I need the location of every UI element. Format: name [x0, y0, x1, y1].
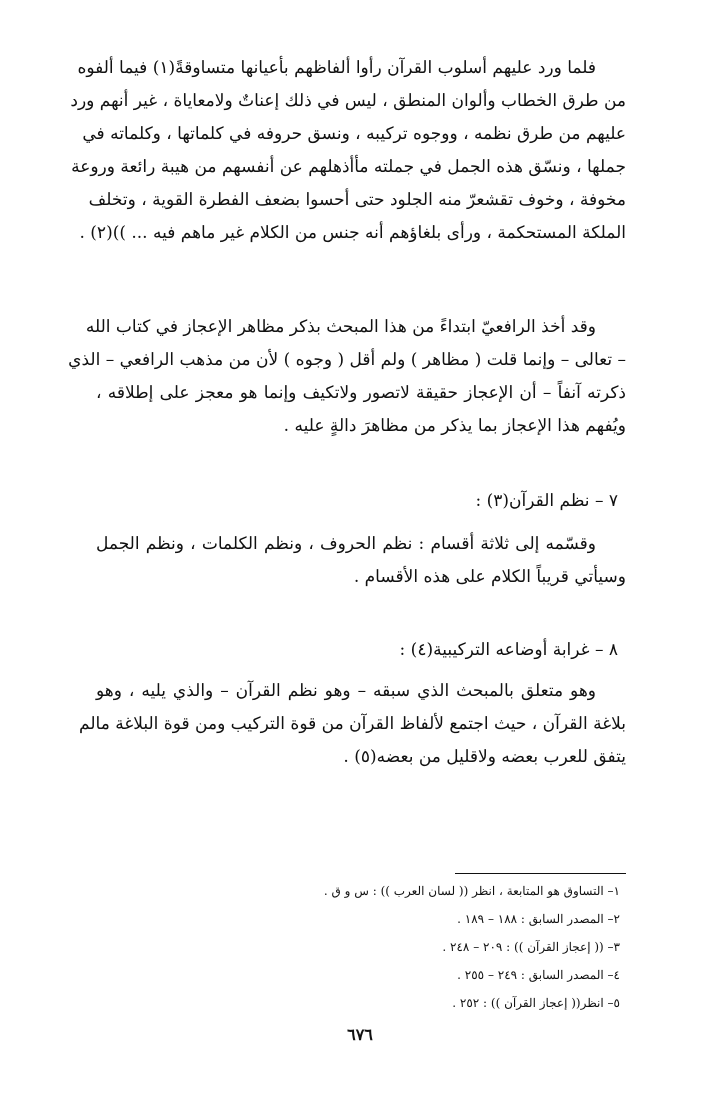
text-line: يتفق للعرب بعضه ولاقليل من بعضه(٥) . — [343, 747, 626, 767]
paragraph-3 — [96, 528, 626, 594]
section-heading-8: ٨ – غرابة أوضاعه التركيبية(٤) : — [399, 640, 618, 660]
text-line: ذكرته آنفاً – أن الإعجاز حقيقة لاتصور ولاتكيف وإنما هو معجز على إطلاقه ، — [96, 383, 626, 403]
footnote: ٤– المصدر السابق : ٢٤٩ – ٢٥٥ . — [457, 968, 620, 982]
footnote-separator — [455, 873, 626, 874]
footnotes — [200, 877, 620, 1017]
paragraph-4 — [79, 675, 626, 774]
footnote: ٥– انظر(( إعجاز القرآن )) : ٢٥٢ . — [452, 996, 620, 1010]
text-line: من طرق الخطاب وألوان المنطق ، ليس في ذلك إعناتٌ ولامعاياة ، غير أنهم ورد — [70, 91, 626, 111]
paragraph-2 — [68, 311, 626, 443]
text-line: مخوفة ، وخوف تقشعرّ منه الجلود حتى أحسوا بضعف الفطرة القوية ، وتخلف — [88, 190, 626, 210]
text-line: بلاغة القرآن ، حيث اجتمع لألفاظ القرآن من قوة التركيب ومن قوة البلاغة مالم — [79, 714, 626, 734]
text-line: وقد أخذ الرافعيّ ابتداءً من هذا المبحث بذكر مظاهر الإعجاز في كتاب الله — [85, 317, 596, 337]
section-heading-7: ٧ – نظم القرآن(٣) : — [475, 491, 618, 511]
footnote: ٢– المصدر السابق : ١٨٨ – ١٨٩ . — [457, 912, 620, 926]
text-line: فلما ورد عليهم أسلوب القرآن رأوا ألفاظهم بأعيانها متساوقةً(١) فيما ألفوه — [77, 58, 596, 78]
paragraph-1 — [70, 52, 626, 250]
text-line: ويُفهم هذا الإعجاز بما يذكر من مظاهرَ دالةٍ عليه . — [283, 416, 626, 436]
text-line: وهو متعلق بالمبحث الذي سبقه – وهو نظم القرآن – والذي يليه ، وهو — [96, 681, 596, 701]
footnote: ٣– (( إعجاز القرآن )) : ٢٠٩ – ٢٤٨ . — [442, 940, 620, 954]
text-line: جملها ، ونسّق هذه الجمل في جملته مأأذهلهم عن أنفسهم من هيبة رائعة وروعة — [71, 157, 626, 177]
page-number: ٦٧٦ — [347, 1025, 373, 1044]
text-line: وقسّمه إلى ثلاثة أقسام : نظم الحروف ، ونظم الكلمات ، ونظم الجمل — [96, 534, 596, 554]
text-line: الملكة المستحكمة ، ورأى بلغاؤهم أنه جنس من الكلام غير ماهم فيه ... ))(٢) . — [79, 223, 626, 243]
text-line: وسيأتي قريباً الكلام على هذه الأقسام . — [353, 567, 626, 587]
text-line: – تعالى – وإنما قلت ( مظاهر ) ولم أقل ( وجوه ) لأن من مذهب الرافعي – الذي — [68, 350, 626, 370]
text-line: عليهم من طرق نظمه ، ووجوه تركيبه ، ونسق حروفه في كلماتها ، وكلماته في — [82, 124, 626, 144]
footnote: ١– التساوق هو المتابعة ، انظر (( لسان العرب )) : س و ق . — [323, 884, 620, 898]
